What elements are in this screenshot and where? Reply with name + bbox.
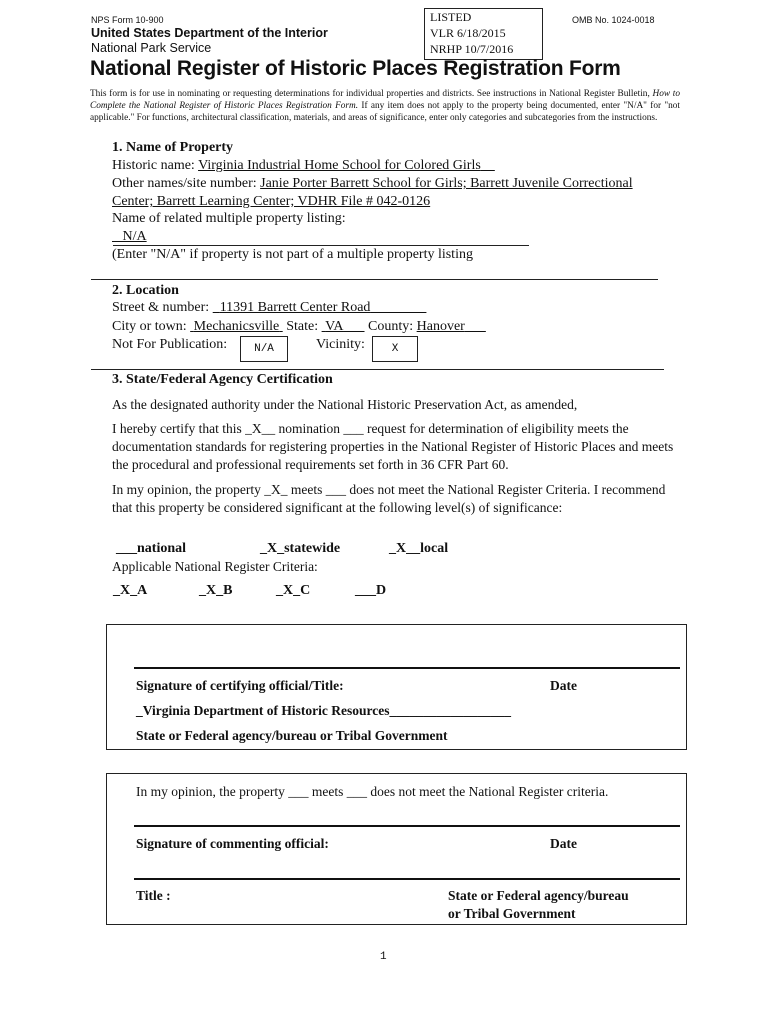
level-local: _X__local (389, 541, 449, 556)
criterion-a: _X_A (113, 583, 148, 598)
commenting-title-line (134, 878, 680, 880)
vicinity-label: Vicinity: (316, 337, 365, 352)
certifying-agency-label: State or Federal agency/bureau or Tribal Government (136, 728, 448, 743)
service-name: National Park Service (91, 41, 212, 55)
form-number: NPS Form 10-900 (91, 15, 164, 25)
commenting-agency-label-1: State or Federal agency/bureau (448, 888, 629, 903)
commenting-signature-line (134, 825, 680, 827)
criteria-label: Applicable National Register Criteria: (112, 559, 318, 574)
department-name: United States Department of the Interior (91, 26, 328, 40)
commenting-title-label: Title : (136, 888, 171, 903)
certifying-agency-value: _Virginia Department of Historic Resources__________________ (136, 703, 511, 718)
county-value: Hanover (416, 319, 465, 334)
criterion-b: _X_B (199, 583, 233, 598)
not-for-publication-field[interactable]: N/A (240, 336, 288, 362)
section-divider-2 (91, 369, 664, 370)
page-number: 1 (380, 951, 387, 963)
certification-intro: As the designated authority under the National Historic Preservation Act, as amended, (112, 397, 578, 412)
commenting-signature-label: Signature of commenting official: (136, 836, 329, 851)
related-listing-value: N/A (122, 229, 147, 244)
certifying-date-label: Date (550, 678, 577, 693)
section1-heading: 1. Name of Property (112, 140, 234, 155)
page-title: National Register of Historic Places Registration Form (90, 57, 621, 80)
other-names-value-1: Janie Porter Barrett School for Girls; Barrett Juvenile Correctional (260, 176, 633, 191)
related-listing-note: (Enter "N/A" if property is not part of a multiple property listing (112, 247, 473, 262)
city-value: Mechanicsville (193, 319, 280, 334)
historic-name-value: Virginia Industrial Home School for Colored Girls (198, 158, 481, 173)
state-value: VA (325, 319, 344, 334)
omb-number: OMB No. 1024-0018 (572, 15, 655, 25)
related-listing-label: Name of related multiple property listing: (112, 211, 346, 226)
commenting-opinion: In my opinion, the property ___ meets ___ does not meet the National Register criteria. (136, 784, 609, 799)
commenting-agency-label-2: or Tribal Government (448, 906, 576, 921)
section3-heading: 3. State/Federal Agency Certification (112, 372, 333, 387)
stamp-nrhp: NRHP 10/7/2016 (430, 42, 514, 56)
level-statewide: _X_statewide (260, 541, 341, 556)
nfp-label: Not For Publication: (112, 337, 228, 352)
section-divider-1 (91, 279, 658, 280)
certifying-signature-label: Signature of certifying official/Title: (136, 678, 344, 693)
other-names-value-2: Center; Barrett Learning Center; VDHR File # 042-0126 (112, 194, 431, 209)
form-instructions: This form is for use in nominating or requesting determinations for individual properties and districts. See instructions in National Register Bulletin, How to Complete the National Register of Historic Places Registration Form. If any item does not apply to the property being documented, enter "N/A" for "not applicable." For functions, architectural classification, materials, and areas of significance, enter only categories and subcategories from the instructions. (90, 89, 681, 123)
criterion-d: ___D (355, 583, 387, 598)
stamp-vlr: VLR 6/18/2015 (430, 26, 506, 40)
city-row: City or town: Mechanicsville State: VA County: Hanover (112, 319, 465, 334)
level-national: ___national (116, 541, 187, 556)
vicinity-field[interactable]: X (372, 336, 418, 362)
section2-heading: 2. Location (112, 283, 179, 298)
street-value: 11391 Barrett Center Road (219, 300, 371, 315)
street-row: Street & number: 11391 Barrett Center Road (112, 300, 371, 315)
certifying-signature-line (134, 667, 680, 669)
stamp-listed: LISTED (430, 10, 472, 24)
criterion-c: _X_C (276, 583, 311, 598)
related-listing-line (113, 245, 529, 246)
commenting-date-label: Date (550, 836, 577, 851)
historic-name-row: Historic name: Virginia Industrial Home School for Colored Girls (112, 158, 481, 173)
other-names-row: Other names/site number: Janie Porter Barrett School for Girls; Barrett Juvenile Correctional (112, 176, 633, 191)
opinion-statement: In my opinion, the property _X_ meets ___ does not meet the National Register Criteria. I recommend that this property be considered significant at the following level(s) of significance: (112, 482, 666, 515)
certification-statement: I hereby certify that this _X__ nomination ___ request for determination of eligibility meets the documentation standards for registering properties in the National Register of Historic Places and meets the procedural and professional requirements set forth in 36 CFR Part 60. (112, 421, 674, 472)
